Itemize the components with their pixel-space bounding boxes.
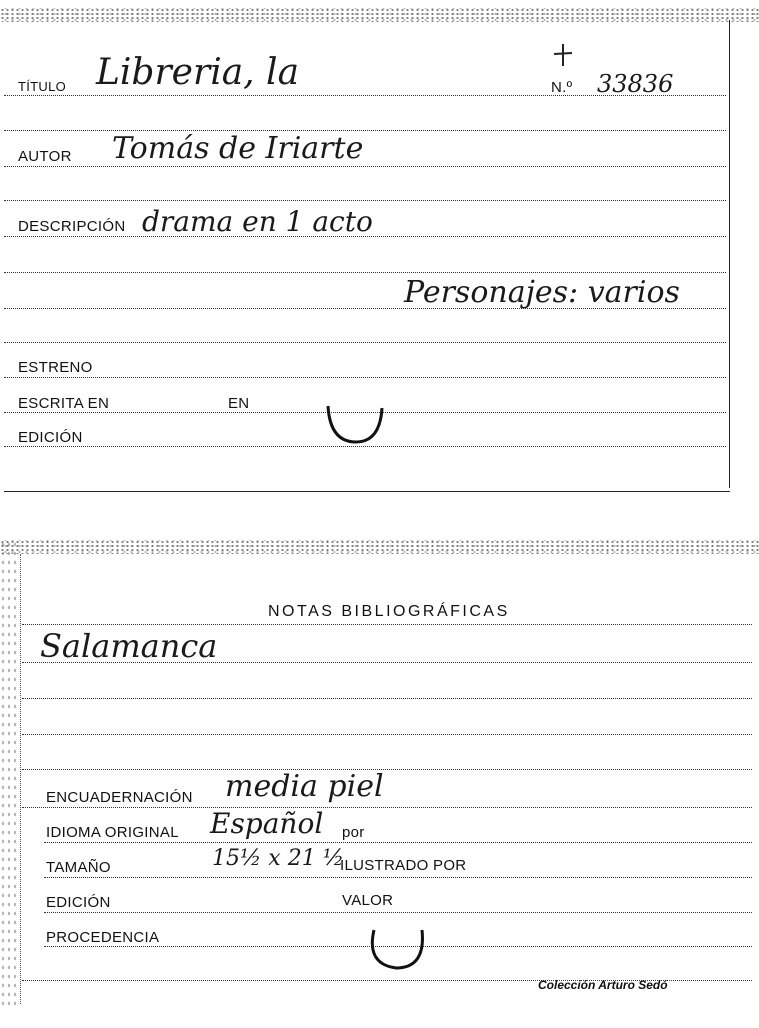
titulo-value: Libreria, la (96, 52, 300, 93)
rule-line (22, 624, 752, 625)
cross-mark-icon (552, 42, 574, 68)
ilustrado-label: ILUSTRADO POR (340, 857, 467, 874)
descripcion-label: DESCRIPCIÓN (18, 218, 126, 235)
numero-value: 33836 (597, 70, 674, 98)
descripcion-value: drama en 1 acto (142, 205, 373, 238)
encuadernacion-value: media piel (225, 769, 384, 804)
card-right-border (729, 20, 730, 488)
punch-hole-icon (322, 400, 388, 448)
rule-line (44, 877, 752, 878)
rule-line (22, 769, 752, 770)
estreno-label: ESTRENO (18, 359, 93, 376)
card-top-edge (0, 540, 759, 554)
autor-value: Tomás de Iriarte (112, 131, 364, 166)
tamano-value: 15½ x 21 ½ (212, 846, 345, 871)
en-label: EN (228, 395, 250, 412)
titulo-label: TÍTULO (18, 79, 67, 94)
catalog-card-back (0, 540, 759, 1028)
rule-line (22, 734, 752, 735)
idioma-label: IDIOMA ORIGINAL (46, 824, 179, 841)
rule-line (22, 807, 752, 808)
procedencia-label: PROCEDENCIA (46, 929, 160, 946)
idioma-value: Español (210, 807, 324, 840)
encuadernacion-label: ENCUADERNACIÓN (46, 789, 193, 806)
catalog-card-front (0, 0, 759, 495)
rule-line (4, 377, 726, 378)
escrita-en-label: ESCRITA EN (18, 395, 110, 412)
edicion-label: EDICIÓN (18, 429, 83, 446)
rule-line (4, 272, 726, 273)
rule-line (4, 166, 726, 167)
card-bottom-border (4, 491, 730, 492)
numero-label: N.º (551, 79, 573, 96)
rule-line (22, 662, 752, 663)
card-left-border (20, 554, 21, 1004)
card-top-edge (0, 8, 759, 22)
rule-line (44, 912, 752, 913)
notas-value: Salamanca (40, 627, 218, 665)
personajes-value: Personajes: varios (404, 275, 680, 310)
autor-label: AUTOR (18, 148, 72, 165)
rule-line (22, 698, 752, 699)
rule-line (4, 342, 726, 343)
card-left-edge (0, 540, 16, 1010)
tamano-label: TAMAÑO (46, 859, 111, 876)
rule-line (44, 842, 752, 843)
punch-hole-icon (364, 924, 434, 974)
por-label: por (342, 824, 365, 841)
edicion-label: EDICIÓN (46, 894, 111, 911)
valor-label: VALOR (342, 892, 394, 909)
rule-line (4, 200, 726, 201)
collection-footer: Colección Arturo Sedó (538, 978, 668, 992)
notas-heading: NOTAS BIBLIOGRÁFICAS (268, 603, 510, 620)
